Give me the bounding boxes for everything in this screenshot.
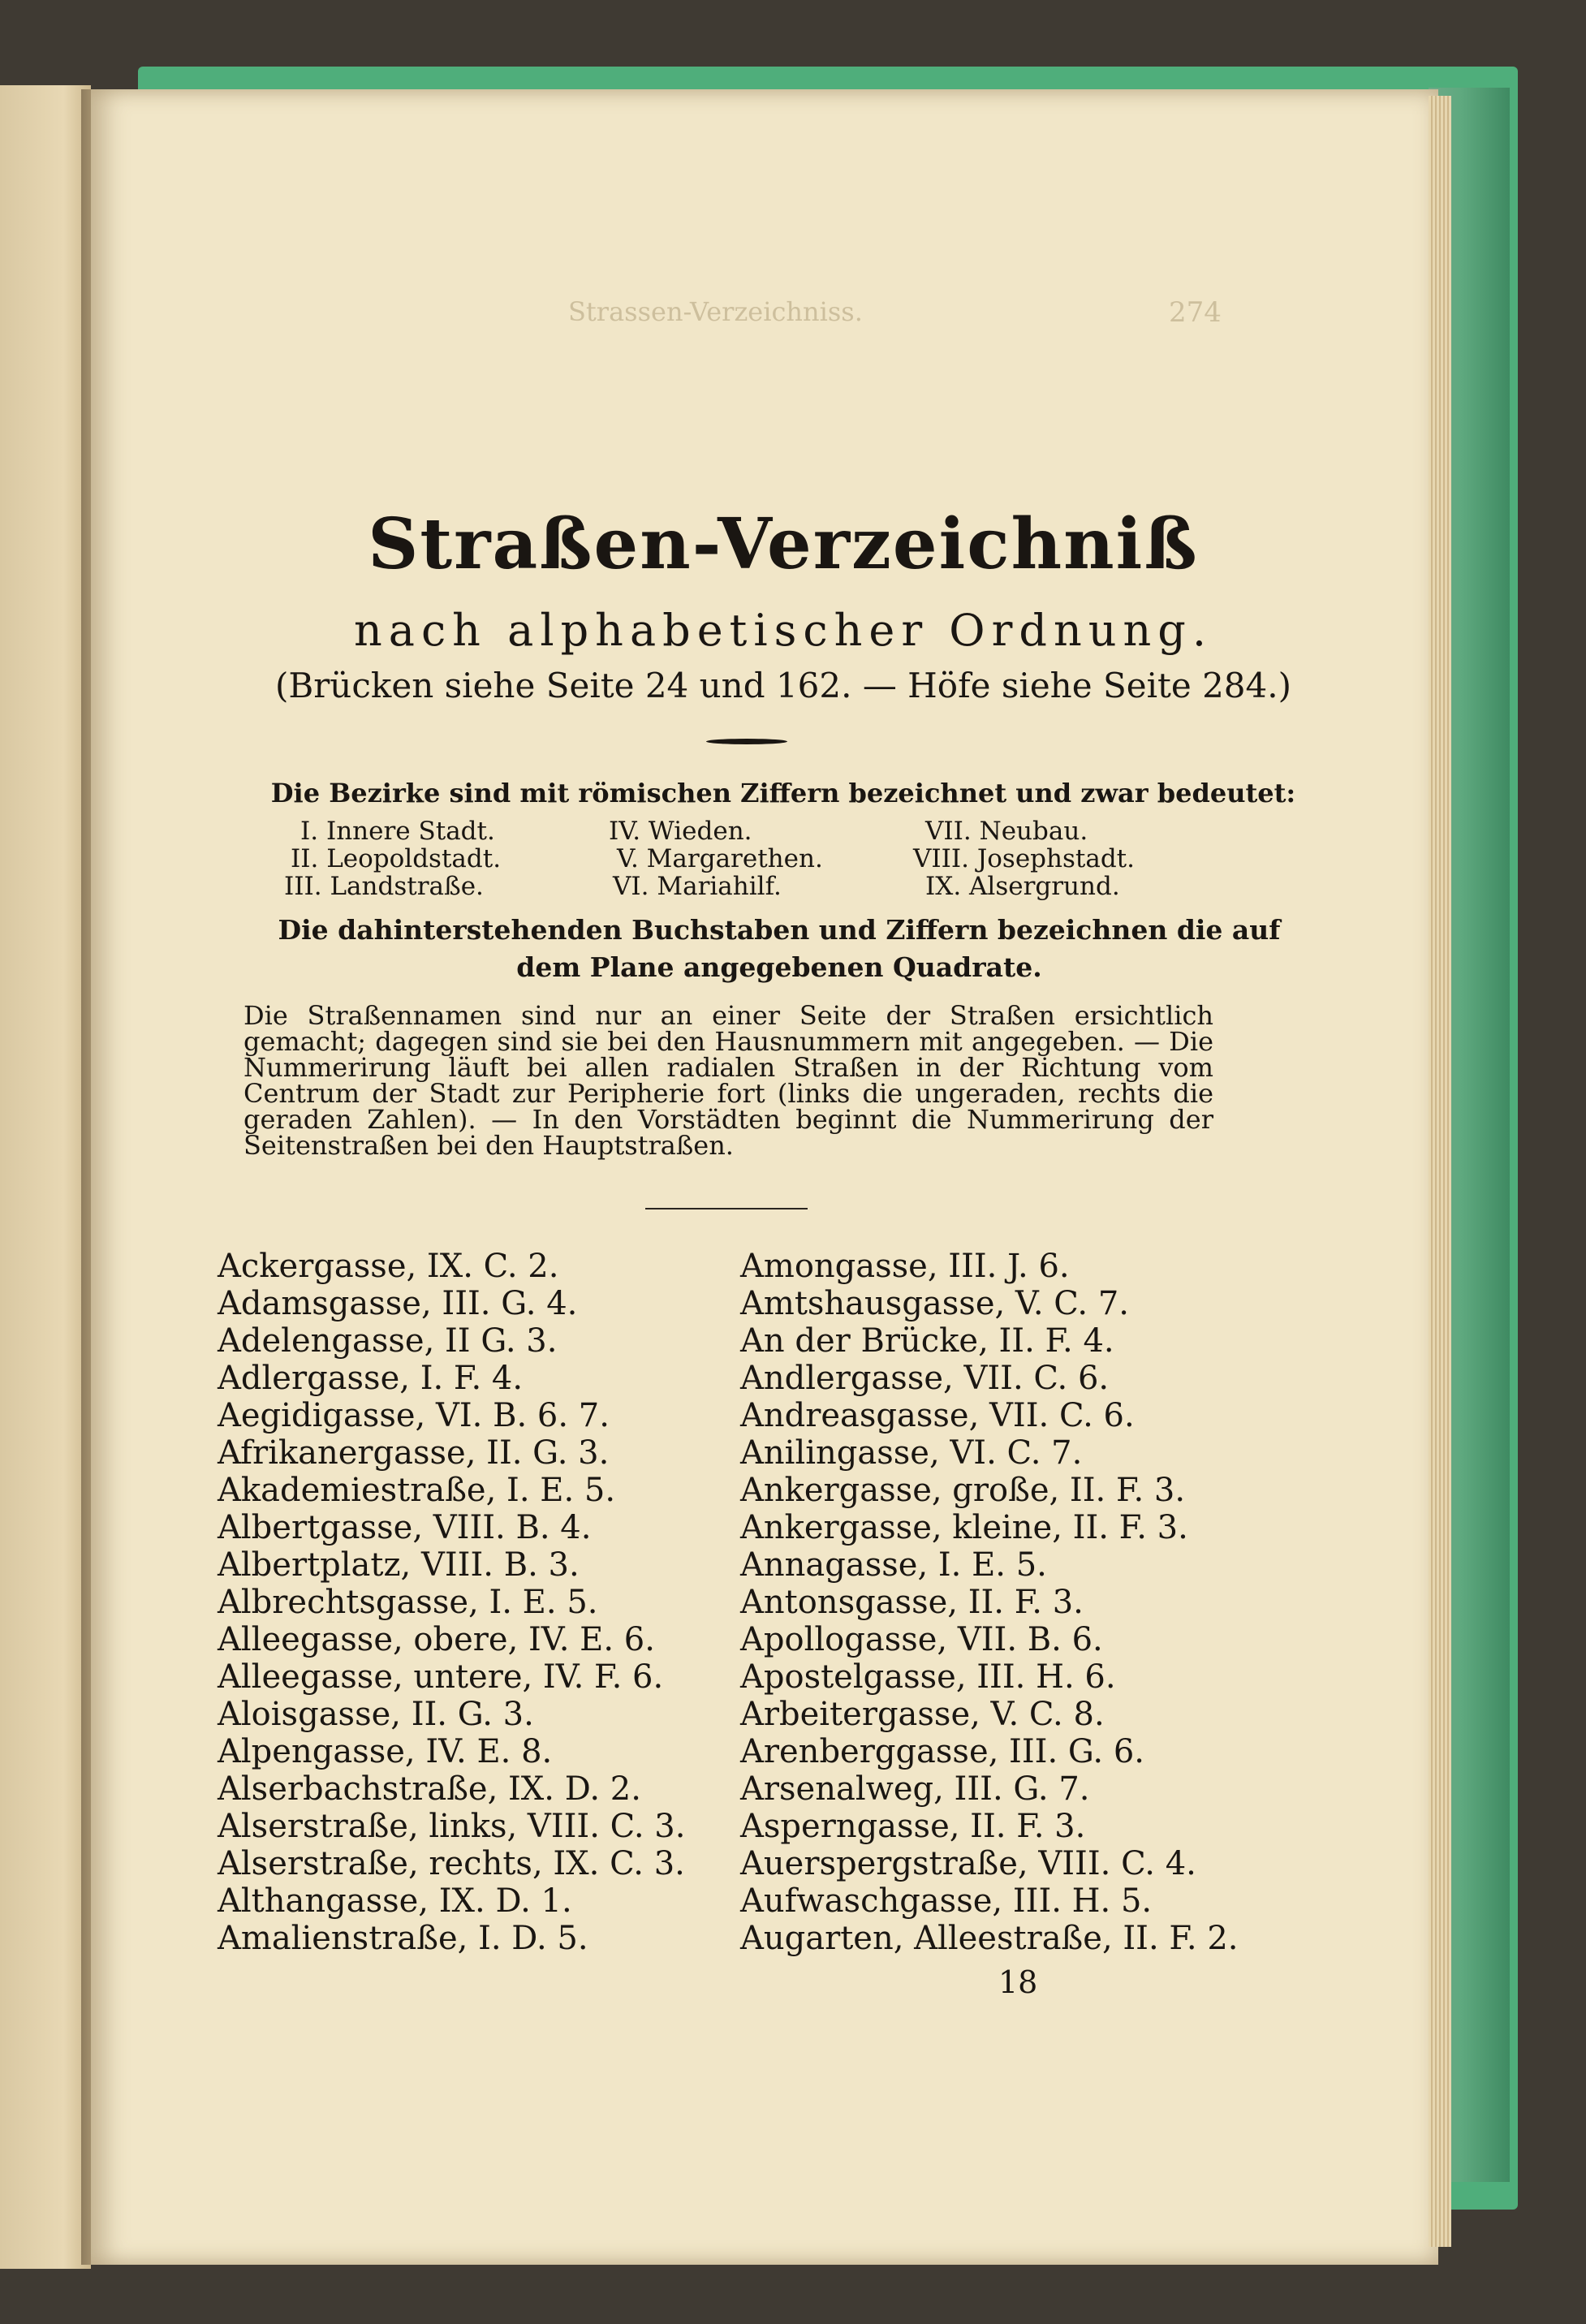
street-entry: Amongasse, III. J. 6. [740,1248,1070,1285]
street-entry: Alserbachstraße, IX. D. 2. [218,1770,641,1808]
street-entry: Alpengasse, IV. E. 8. [218,1733,553,1770]
district-item: VI. Mariahilf. [613,872,782,901]
street-list-left [218,1248,685,1957]
street-entry: Aufwaschgasse, III. H. 5. [740,1882,1153,1920]
street-entry: Aloisgasse, II. G. 3. [218,1696,534,1733]
street-entry: Arenberggasse, III. G. 6. [740,1733,1145,1770]
explanatory-paragraph: Die Straßennamen sind nur an einer Seite der Straßen ersichtlich gemacht; dagegen sind sie bei den Hausnummern mit angegeben. — Die Nummerirung läuft bei allen radialen Straßen in der Richtung vom Centrum der Stadt zur Peripherie fort (links die ungeraden, rechts die geraden Zahlen). — In den Vorstädten beginnt die Nummerirung der Seitenstraßen bei den Hauptstraßen. [244,1000,1213,1161]
section-rule [645,1208,808,1209]
street-entry: Amtshausgasse, V. C. 7. [740,1285,1130,1322]
page-title: Straßen-Verzeichniß [368,503,1199,585]
district-item: VII. Neubau. [925,817,1088,846]
district-item: IX. Alsergrund. [925,872,1120,901]
street-entry: Althangasse, IX. D. 1. [218,1882,572,1920]
district-item: VIII. Josephstadt. [913,844,1135,873]
street-entry: Alserstraße, rechts, IX. C. 3. [218,1845,685,1882]
street-entry: Arbeitergasse, V. C. 8. [740,1696,1105,1733]
street-entry: Albertplatz, VIII. B. 3. [218,1546,580,1584]
street-entry: Amalienstraße, I. D. 5. [218,1920,588,1957]
cross-reference-note: (Brücken siehe Seite 24 und 162. — Höfe siehe Seite 284.) [274,666,1291,705]
street-entry: Auerspergstraße, VIII. C. 4. [740,1845,1196,1882]
street-list-right [740,1248,1239,1957]
district-item: I. Innere Stadt. [300,817,495,846]
street-entry: Afrikanergasse, II. G. 3. [218,1434,610,1472]
street-entry: Alleegasse, obere, IV. E. 6. [218,1621,655,1658]
street-entry: Anilingasse, VI. C. 7. [740,1434,1083,1472]
page-subtitle: nach alphabetischer Ordnung. [353,605,1213,656]
street-entry: Ackergasse, IX. C. 2. [218,1248,559,1285]
street-entry: Asperngasse, II. F. 3. [740,1808,1086,1845]
street-entry: Akademiestraße, I. E. 5. [218,1472,616,1509]
district-item: II. Leopoldstadt. [291,844,502,873]
street-entry: Alserstraße, links, VIII. C. 3. [218,1808,686,1845]
street-entry: Andreasgasse, VII. C. 6. [740,1397,1135,1434]
district-item: V. Margarethen. [617,844,823,873]
ornamental-divider [706,739,787,744]
street-entry: Andlergasse, VII. C. 6. [740,1360,1110,1397]
street-entry: Apostelgasse, III. H. 6. [740,1658,1116,1696]
street-entry: Alleegasse, untere, IV. F. 6. [218,1658,664,1696]
district-item: III. Landstraße. [284,872,484,901]
page-stack-edge [1429,96,1451,2247]
street-entry: Albrechtsgasse, I. E. 5. [218,1584,598,1621]
quadrant-caption: Die dahinterstehenden Buchstaben und Ziffern bezeichnen die auf dem Plane angegebenen Quadrate. [278,914,1281,983]
street-entry: Ankergasse, große, II. F. 3. [740,1472,1186,1509]
street-entry: An der Brücke, II. F. 4. [740,1322,1114,1360]
street-entry: Adamsgasse, III. G. 4. [218,1285,578,1322]
show-through-page-number: 274 [1169,296,1222,329]
street-entry: Arsenalweg, III. G. 7. [740,1770,1090,1808]
show-through-header: Strassen-Verzeichniss. [568,296,863,327]
districts-heading: Die Bezirke sind mit römischen Ziffern bezeichnet und zwar bedeutet: [270,778,1296,808]
street-entry: Ankergasse, kleine, II. F. 3. [740,1509,1188,1546]
street-entry: Aegidigasse, VI. B. 6. 7. [218,1397,610,1434]
street-entry: Augarten, Alleestraße, II. F. 2. [740,1920,1239,1957]
district-item: IV. Wieden. [609,817,752,846]
street-entry: Adlergasse, I. F. 4. [218,1360,524,1397]
street-entry: Adelengasse, II G. 3. [218,1322,558,1360]
street-entry: Antonsgasse, II. F. 3. [740,1584,1084,1621]
page-number: 18 [998,1964,1038,2000]
street-entry: Albertgasse, VIII. B. 4. [218,1509,592,1546]
street-entry: Apollogasse, VII. B. 6. [740,1621,1103,1658]
street-entry: Annagasse, I. E. 5. [740,1546,1047,1584]
facing-page-edge [0,85,91,2269]
